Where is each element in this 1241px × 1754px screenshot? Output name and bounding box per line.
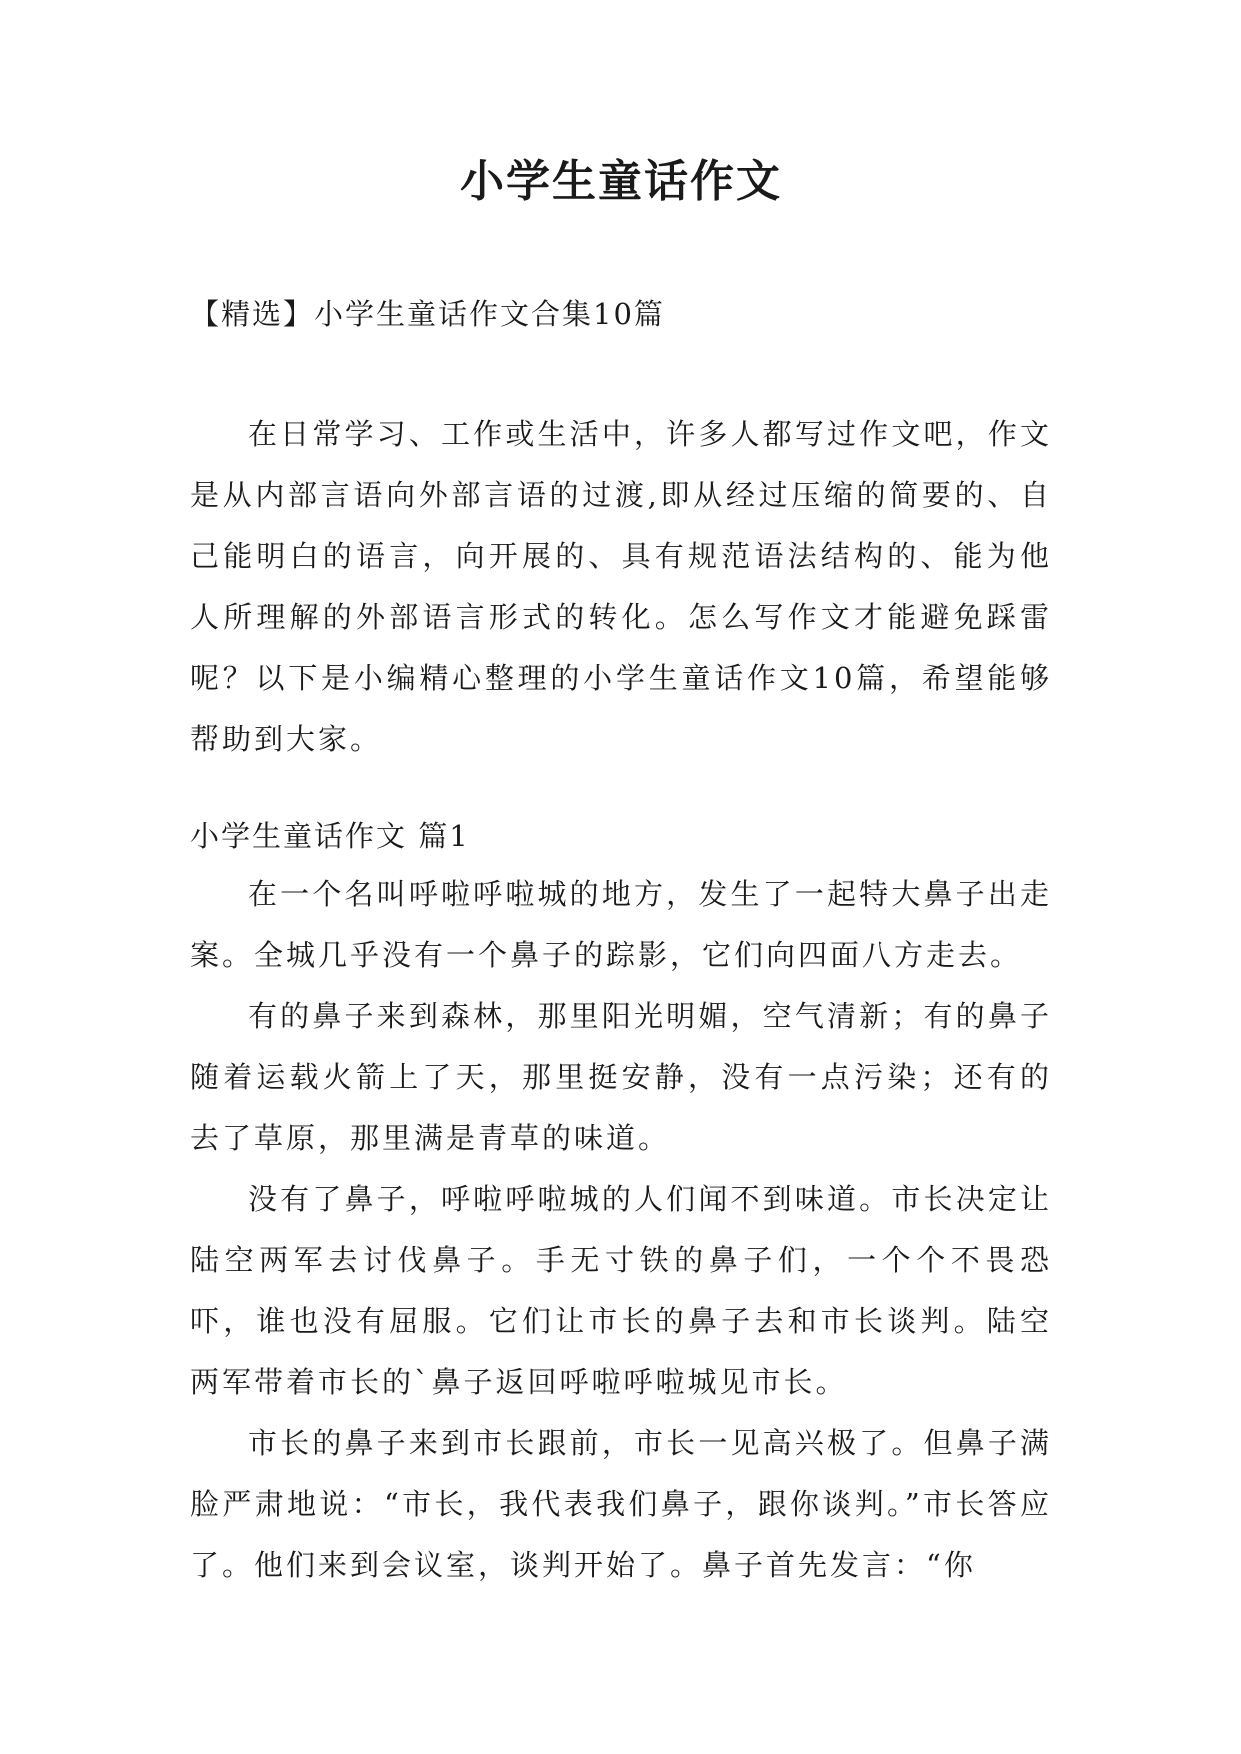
story-paragraph: 市长的鼻子来到市长跟前，市长一见高兴极了。但鼻子满脸严肃地说：“市长，我代表我们鼻子，跟你谈判。”市长答应了。他们来到会议室，谈判开始了。鼻子首先发言：“你	[190, 1426, 1052, 1582]
intro-block	[190, 404, 1052, 770]
story-paragraph: 有的鼻子来到森林，那里阳光明媚，空气清新；有的鼻子随着运载火箭上了天，那里挺安静，没有一点污染；还有的去了草原，那里满是青草的味道。	[190, 999, 1052, 1155]
story-paragraph: 在一个名叫呼啦呼啦城的地方，发生了一起特大鼻子出走案。全城几乎没有一个鼻子的踪影，它们向四面八方走去。	[190, 877, 1052, 972]
story-paragraph: 没有了鼻子，呼啦呼啦城的人们闻不到味道。市长决定让陆空两军去讨伐鼻子。手无寸铁的鼻子们，一个个不畏恐吓，谁也没有屈服。它们让市长的鼻子去和市长谈判。陆空两军带着市长的`鼻子返回呼啦呼啦城见市长。	[190, 1182, 1052, 1399]
intro-paragraph: 在日常学习、工作或生活中，许多人都写过作文吧，作文是从内部言语向外部言语的过渡,即从经过压缩的简要的、自己能明白的语言，向开展的、具有规范语法结构的、能为他人所理解的外部语言形式的转化。怎么写作文才能避免踩雷呢？以下是小编精心整理的小学生童话作文10篇，希望能够帮助到大家。	[190, 417, 1052, 756]
story-body	[190, 864, 1052, 1596]
section-heading: 小学生童话作文 篇1	[190, 819, 470, 853]
document-subtitle: 【精选】小学生童话作文合集10篇	[190, 297, 665, 331]
document-title: 小学生童话作文	[460, 156, 782, 207]
document-page	[190, 0, 1052, 1754]
